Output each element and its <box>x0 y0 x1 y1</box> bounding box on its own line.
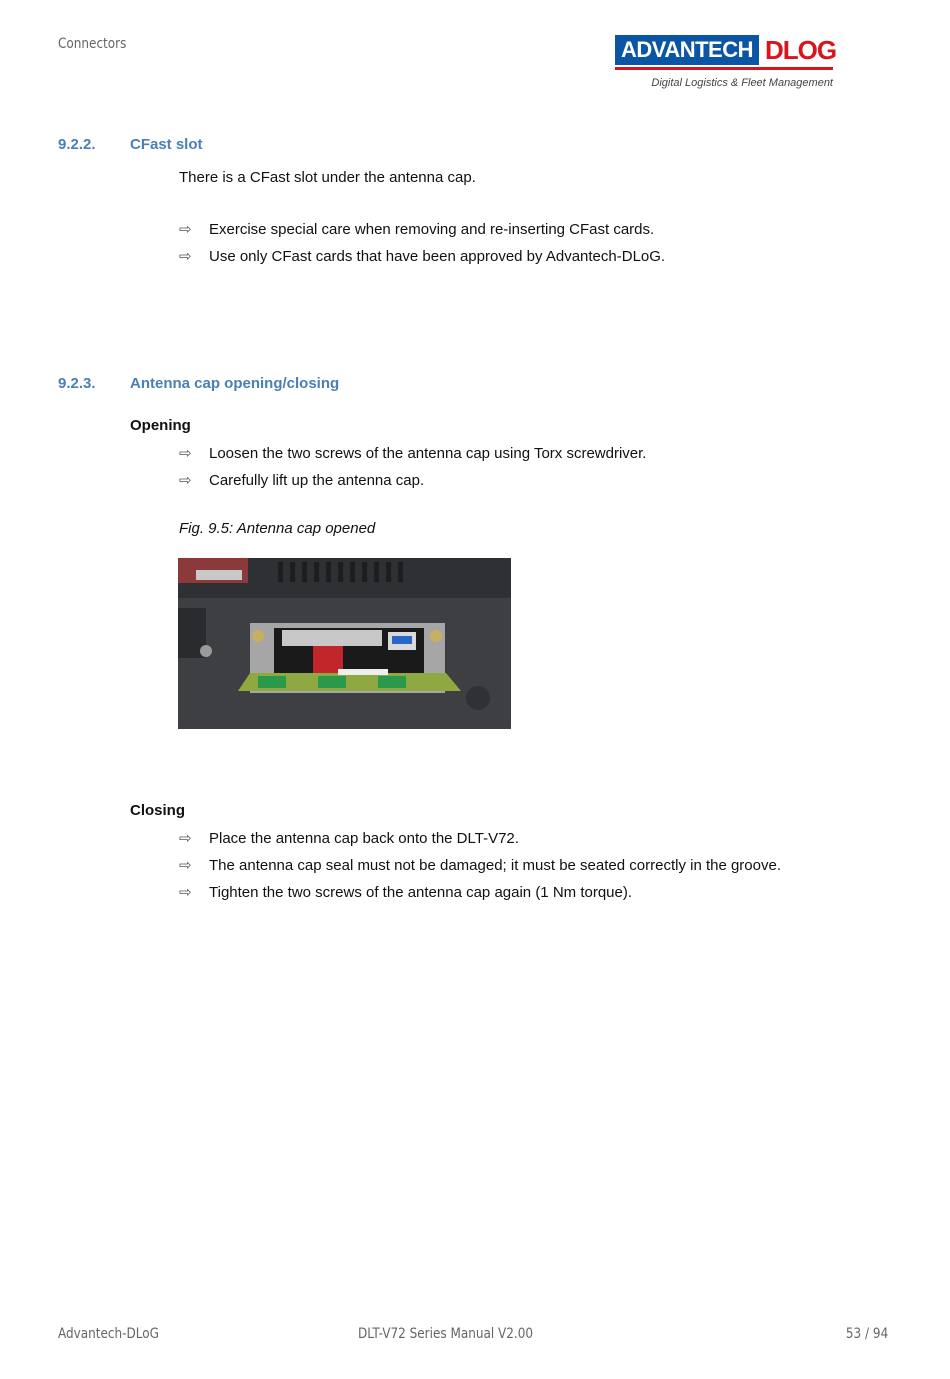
hollow-right-arrow-icon: ⇨ <box>179 857 192 874</box>
list-item-text: Carefully lift up the antenna cap. <box>209 472 425 489</box>
opening-heading: Opening <box>130 417 191 434</box>
antenna-cap-photo <box>178 558 511 729</box>
advantech-dlog-logo <box>615 35 835 95</box>
logo-underline <box>615 67 833 70</box>
section-title: Antenna cap opening/closing <box>130 375 340 392</box>
list-item-text: Use only CFast cards that have been approved by Advantech-DLoG. <box>209 248 666 265</box>
list-item-text: Tighten the two screws of the antenna cap again (1 Nm torque). <box>209 884 633 901</box>
section-number: 9.2.2. <box>58 136 96 153</box>
logo-advantech-text: ADVANTECH <box>615 35 759 65</box>
section-title: CFast slot <box>130 136 203 153</box>
list-item-text: Place the antenna cap back onto the DLT-V72. <box>209 830 519 847</box>
figure-caption: Fig. 9.5: Antenna cap opened <box>179 520 376 537</box>
footer-document-title: DLT-V72 Series Manual V2.00 <box>358 1326 534 1342</box>
hollow-right-arrow-icon: ⇨ <box>179 830 192 847</box>
hollow-right-arrow-icon: ⇨ <box>179 472 192 489</box>
list-item-text: The antenna cap seal must not be damaged; it must be seated correctly in the groove. <box>209 857 781 874</box>
hollow-right-arrow-icon: ⇨ <box>179 248 192 265</box>
hollow-right-arrow-icon: ⇨ <box>179 221 192 238</box>
closing-heading: Closing <box>130 802 185 819</box>
logo-tagline: Digital Logistics & Fleet Management <box>651 77 833 89</box>
running-header: Connectors <box>58 36 127 52</box>
hollow-right-arrow-icon: ⇨ <box>179 445 192 462</box>
section-intro: There is a CFast slot under the antenna cap. <box>179 169 476 186</box>
list-item <box>179 883 632 901</box>
list-item <box>179 471 424 489</box>
section-number: 9.2.3. <box>58 375 96 392</box>
logo-dlog-text: DLOG <box>765 35 837 65</box>
hollow-right-arrow-icon: ⇨ <box>179 884 192 901</box>
list-item <box>179 247 665 265</box>
list-item <box>179 444 646 462</box>
footer-company: Advantech-DLoG <box>58 1326 159 1342</box>
list-item <box>179 829 519 847</box>
list-item-text: Exercise special care when removing and re-inserting CFast cards. <box>209 221 655 238</box>
list-item <box>179 856 781 874</box>
list-item <box>179 220 654 238</box>
footer-page-number: 53 / 94 <box>845 1326 888 1342</box>
list-item-text: Loosen the two screws of the antenna cap using Torx screwdriver. <box>209 445 647 462</box>
